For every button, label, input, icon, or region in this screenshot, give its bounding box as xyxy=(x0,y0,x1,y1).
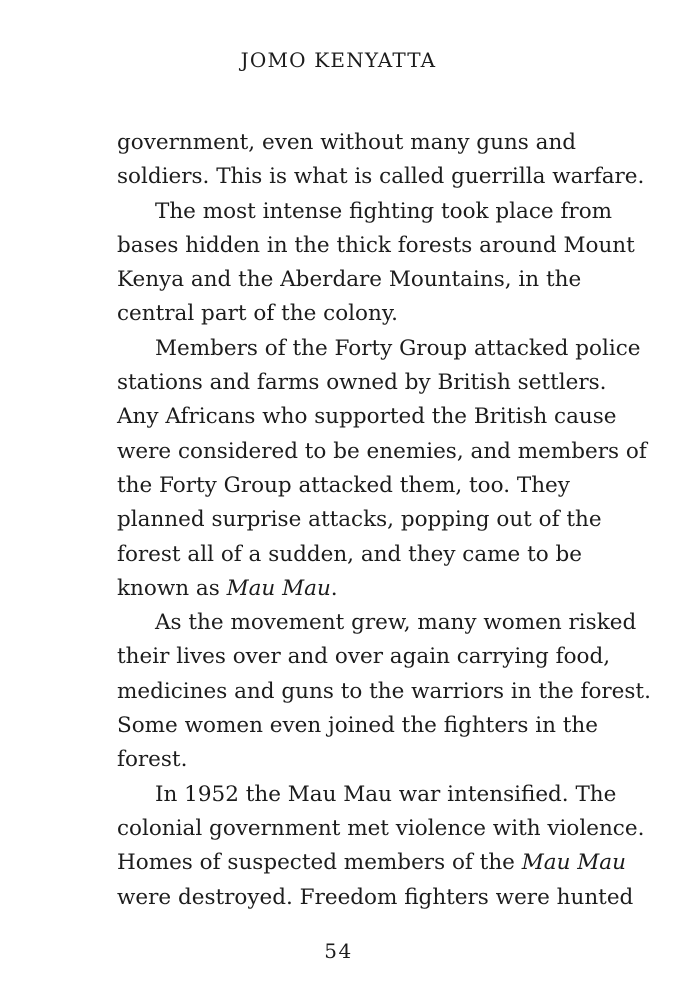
text-line: soldiers. This is what is called guerrilla warfare. xyxy=(117,164,645,190)
text-line: were considered to be enemies, and members of xyxy=(117,438,647,464)
text-line: Some women even joined the fighters in the xyxy=(117,713,598,739)
text-line: known as Mau Mau. xyxy=(117,575,338,601)
paragraph-start-line: Members of the Forty Group attacked police xyxy=(155,335,641,361)
text-line: forest. xyxy=(117,747,188,773)
text-line: were destroyed. Freedom fighters were hunted xyxy=(117,884,634,910)
text-line: their lives over and over again carrying food, xyxy=(117,644,611,670)
text-line: bases hidden in the thick forests around Mount xyxy=(117,232,635,258)
paragraph-start-line: In 1952 the Mau Mau war intensified. The xyxy=(155,781,617,807)
paragraph-start-line: As the movement grew, many women risked xyxy=(155,610,637,636)
text-line: Homes of suspected members of the Mau Mau xyxy=(117,850,626,876)
text-line: stations and farms owned by British settlers. xyxy=(117,370,607,396)
text-line: forest all of a sudden, and they came to be xyxy=(117,541,583,567)
text-line: Kenya and the Aberdare Mountains, in the xyxy=(117,267,582,293)
text-line: medicines and guns to the warriors in the forest. xyxy=(117,678,651,704)
italic-term: Mau Mau xyxy=(226,575,331,601)
page-number: 54 xyxy=(324,939,353,963)
italic-term: Mau Mau xyxy=(521,850,626,876)
text-line: central part of the colony. xyxy=(117,301,398,327)
text-line: planned surprise attacks, popping out of the xyxy=(117,507,602,533)
text-line: colonial government met violence with violence. xyxy=(117,815,645,841)
running-head: JOMO KENYATTA xyxy=(240,48,437,72)
text-line: Any Africans who supported the British cause xyxy=(117,404,617,430)
paragraph-start-line: The most intense fighting took place from xyxy=(155,198,613,224)
text-line: the Forty Group attacked them, too. They xyxy=(117,472,570,498)
text-line: government, even without many guns and xyxy=(117,130,577,155)
body-text xyxy=(117,126,651,915)
